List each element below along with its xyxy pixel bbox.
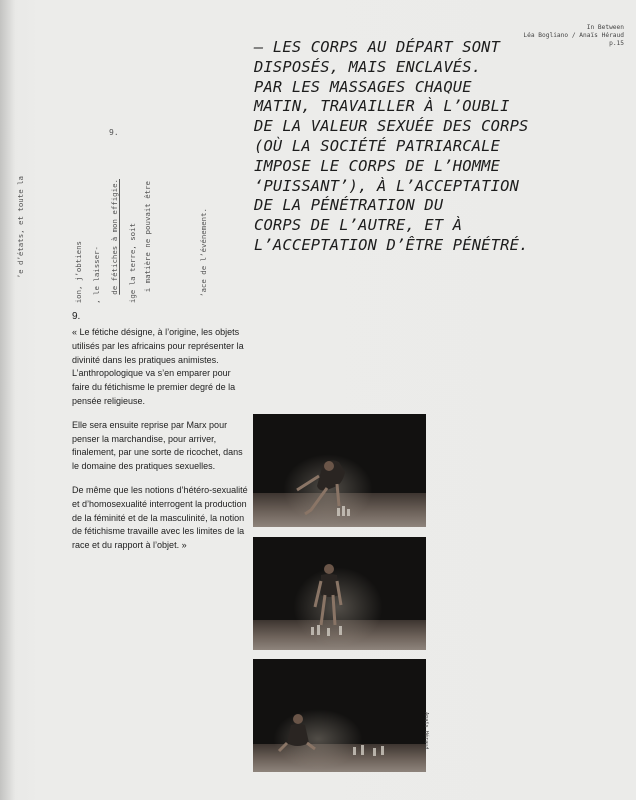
quote-line: CORPS DE L’AUTRE, ET À <box>254 216 463 235</box>
note-number: 9. <box>72 311 81 322</box>
gutter-shadow <box>0 0 16 800</box>
vertical-text-column: ’e d’états, et toute la <box>16 176 25 279</box>
header-page-number: p.15 <box>609 40 624 47</box>
performance-photo-1 <box>253 414 426 527</box>
dancer-figure <box>253 659 426 772</box>
vertical-text-column: i matière ne pouvait être <box>143 181 152 293</box>
performance-photo-3 <box>253 659 426 772</box>
vertical-text-column: , le laisser- <box>92 246 101 304</box>
pull-quote <box>254 38 594 256</box>
quote-line: PAR LES MASSAGES CHAQUE <box>254 77 472 96</box>
photo-credit: Anaïs Héraud <box>423 712 429 750</box>
quote-line: — LES CORPS AU DÉPART SONT <box>254 38 501 56</box>
performance-photo-2 <box>253 537 426 650</box>
header-authors: Léa Bogliano / Anaïs Héraud <box>523 32 624 39</box>
quote-line: DE LA VALEUR SEXUÉE DES CORPS <box>254 117 529 136</box>
footnote-text <box>72 326 248 563</box>
vertical-text-column: ’ace de l’événement. <box>199 208 208 297</box>
vertical-text-column: ion, j’obtiens <box>74 241 83 304</box>
note-paragraph: De même que les notions d’hétéro-sexualité et d’homosexualité interrogent la production de la féminité et de la masculinité, la notion de fétichisme travaille avec les limites de la race et du rapport à l’objet. » <box>72 484 248 551</box>
quote-line: ‘PUISSANT’), À L’ACCEPTATION <box>254 176 520 195</box>
note-paragraph: « Le fétiche désigne, à l’origine, les objets utilisés par les africains pour représenter la divinité dans les pratiques animistes. L’anthropologique va s’en emparer pour faire du fétichisme le premier degré de la pensée religieuse. <box>72 327 244 406</box>
vertical-text-column: de fétiches à mon effigie. <box>110 179 119 295</box>
quote-line: IMPOSE LE CORPS DE L’HOMME <box>254 156 501 175</box>
quote-line: DE LA PÉNÉTRATION DU <box>254 196 444 215</box>
quote-line: L’ACCEPTATION D’ÊTRE PÉNÉTRÉ. <box>254 235 529 254</box>
vertical-text-column: ige la terre, soit <box>128 223 137 304</box>
quote-line: (OÙ LA SOCIÉTÉ PATRIARCALE <box>254 136 501 155</box>
note-paragraph: Elle sera ensuite reprise par Marx pour penser la marchandise, pour arriver, finalement, par une sorte de ricochet, dans le domaine des pratiques sexuelles. <box>72 419 243 472</box>
quote-line: DISPOSÉS, MAIS ENCLAVÉS. <box>254 57 482 76</box>
quote-line: MATIN, TRAVAILLER À L’OUBLI <box>254 97 510 116</box>
header-title: In Between <box>586 24 624 31</box>
footnote-marker: 9. <box>109 128 119 137</box>
